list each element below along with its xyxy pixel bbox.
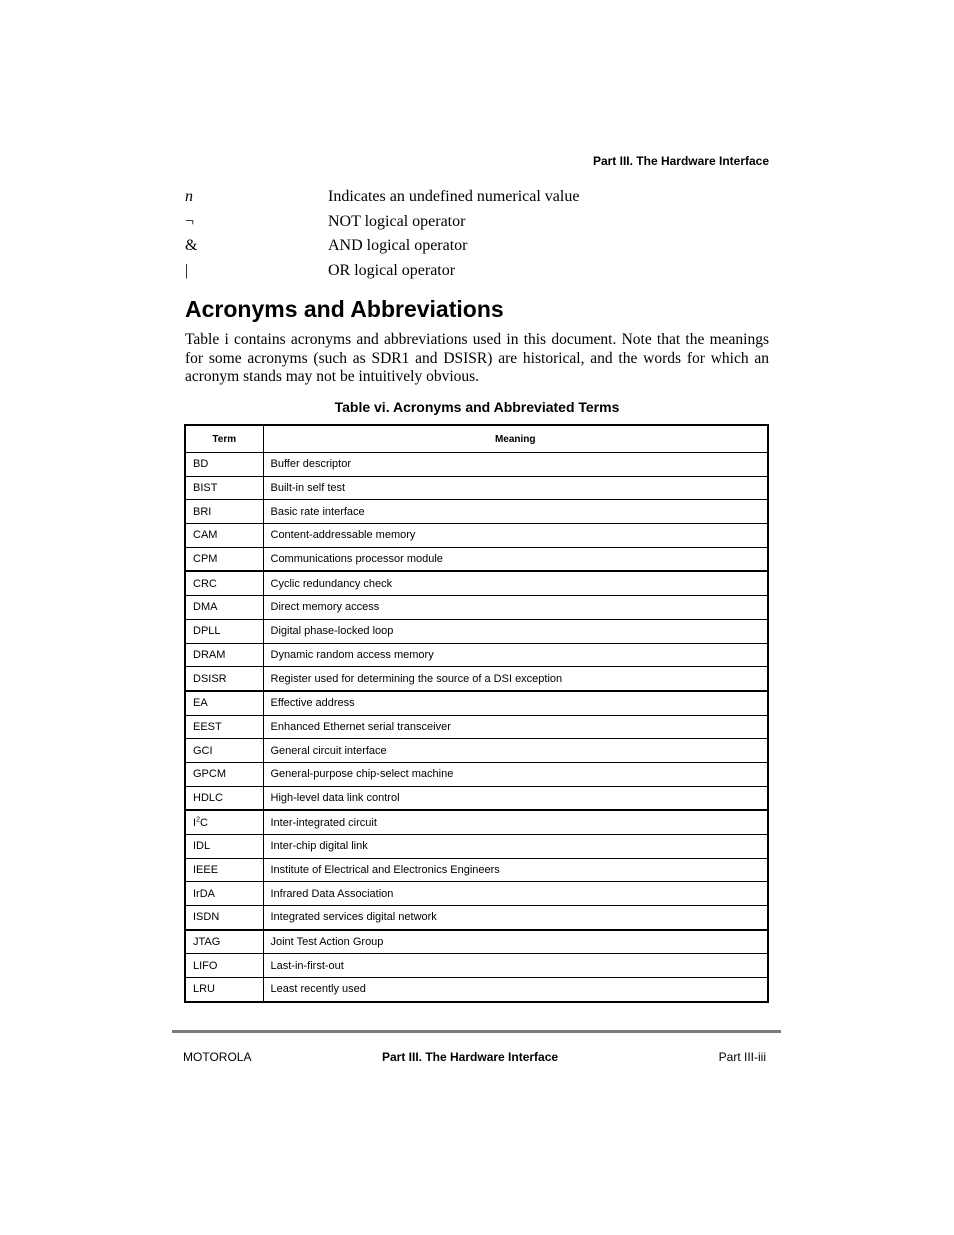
term-cell: DSISR xyxy=(185,667,263,691)
term-superscript: 2 xyxy=(196,816,200,823)
term-cell: BIST xyxy=(185,476,263,500)
term-cell: JTAG xyxy=(185,930,263,954)
meaning-cell: Last-in-first-out xyxy=(263,954,768,978)
term-cell: DRAM xyxy=(185,643,263,667)
acronyms-table xyxy=(184,424,769,1003)
meaning-cell: Register used for determining the source of a DSI exception xyxy=(263,667,768,691)
notation-meaning: AND logical operator xyxy=(328,237,468,255)
table-row xyxy=(185,906,768,930)
term-cell: GPCM xyxy=(185,762,263,786)
term-cell: CPM xyxy=(185,547,263,571)
term-cell: EA xyxy=(185,691,263,715)
column-header-meaning: Meaning xyxy=(263,425,768,453)
meaning-cell: Inter-chip digital link xyxy=(263,835,768,859)
notation-list xyxy=(185,185,770,283)
table-row xyxy=(185,596,768,620)
meaning-cell: Cyclic redundancy check xyxy=(263,571,768,595)
section-title: Acronyms and Abbreviations xyxy=(185,296,504,322)
table-row xyxy=(185,524,768,548)
table-row xyxy=(185,739,768,763)
footer-publisher: MOTOROLA xyxy=(183,1050,252,1064)
table-row xyxy=(185,882,768,906)
table-row xyxy=(185,978,768,1002)
table-row xyxy=(185,476,768,500)
meaning-cell: Effective address xyxy=(263,691,768,715)
term-base: I xyxy=(193,816,197,829)
term-cell: EEST xyxy=(185,715,263,739)
notation-symbol: & xyxy=(185,237,198,255)
table-row xyxy=(185,547,768,571)
notation-row xyxy=(185,259,770,284)
intro-paragraph: Table i contains acronyms and abbreviations used in this document. Note that the meanings for some acronyms (such as SDR1 and DSISR) are historical, and the words for which an acronym stands may not be intuitively obvious. xyxy=(185,331,769,385)
table-row xyxy=(185,453,768,477)
notation-symbol: ¬ xyxy=(185,212,195,230)
table-body xyxy=(185,453,768,1002)
table-row xyxy=(185,500,768,524)
meaning-cell: Joint Test Action Group xyxy=(263,930,768,954)
term-cell: BD xyxy=(185,453,263,477)
notation-row xyxy=(185,185,770,210)
term-cell xyxy=(185,810,263,834)
notation-meaning: NOT logical operator xyxy=(328,212,466,230)
column-header-term: Term xyxy=(185,425,263,453)
meaning-cell: Dynamic random access memory xyxy=(263,643,768,667)
term-cell: IEEE xyxy=(185,858,263,882)
meaning-cell: Enhanced Ethernet serial transceiver xyxy=(263,715,768,739)
meaning-cell: Digital phase-locked loop xyxy=(263,619,768,643)
term-cell: IrDA xyxy=(185,882,263,906)
term-cell: ISDN xyxy=(185,906,263,930)
term-suffix: C xyxy=(199,816,208,829)
table-row xyxy=(185,930,768,954)
notation-row xyxy=(185,210,770,235)
footer-section: Part III. The Hardware Interface xyxy=(382,1050,559,1064)
term-cell: BRI xyxy=(185,500,263,524)
term-cell: LRU xyxy=(185,978,263,1002)
footer-page-number: Part III-iii xyxy=(718,1050,766,1064)
term-cell: CAM xyxy=(185,524,263,548)
meaning-cell: Basic rate interface xyxy=(263,500,768,524)
term-cell: CRC xyxy=(185,571,263,595)
meaning-cell: Content-addressable memory xyxy=(263,524,768,548)
term-cell: LIFO xyxy=(185,954,263,978)
table-row xyxy=(185,571,768,595)
table-row xyxy=(185,667,768,691)
meaning-cell: Infrared Data Association xyxy=(263,882,768,906)
footer-rule xyxy=(172,1030,781,1033)
meaning-cell: General circuit interface xyxy=(263,739,768,763)
meaning-cell: Buffer descriptor xyxy=(263,453,768,477)
table-row xyxy=(185,762,768,786)
table-row xyxy=(185,619,768,643)
term-cell: HDLC xyxy=(185,786,263,810)
page-footer xyxy=(183,1050,768,1066)
table-row xyxy=(185,691,768,715)
term-cell: DPLL xyxy=(185,619,263,643)
meaning-cell: Inter-integrated circuit xyxy=(263,810,768,834)
meaning-cell: Least recently used xyxy=(263,978,768,1002)
notation-meaning: OR logical operator xyxy=(328,261,456,279)
term-cell: IDL xyxy=(185,835,263,859)
term-cell: GCI xyxy=(185,739,263,763)
table-row xyxy=(185,643,768,667)
meaning-cell: High-level data link control xyxy=(263,786,768,810)
table-row xyxy=(185,786,768,810)
table-row xyxy=(185,835,768,859)
table-caption: Table vi. Acronyms and Abbreviated Terms xyxy=(334,399,620,415)
table-row xyxy=(185,954,768,978)
table-row xyxy=(185,858,768,882)
term-cell: DMA xyxy=(185,596,263,620)
table-row xyxy=(185,810,768,834)
notation-symbol: | xyxy=(185,261,189,279)
notation-meaning: Indicates an undefined numerical value xyxy=(328,188,580,206)
meaning-cell: Built-in self test xyxy=(263,476,768,500)
meaning-cell: Institute of Electrical and Electronics Engineers xyxy=(263,858,768,882)
running-head: Part III. The Hardware Interface xyxy=(592,154,769,168)
meaning-cell: General-purpose chip-select machine xyxy=(263,762,768,786)
meaning-cell: Direct memory access xyxy=(263,596,768,620)
table-header-row xyxy=(185,425,768,453)
notation-row xyxy=(185,234,770,259)
meaning-cell: Integrated services digital network xyxy=(263,906,768,930)
table-row xyxy=(185,715,768,739)
notation-symbol: n xyxy=(185,188,193,206)
meaning-cell: Communications processor module xyxy=(263,547,768,571)
